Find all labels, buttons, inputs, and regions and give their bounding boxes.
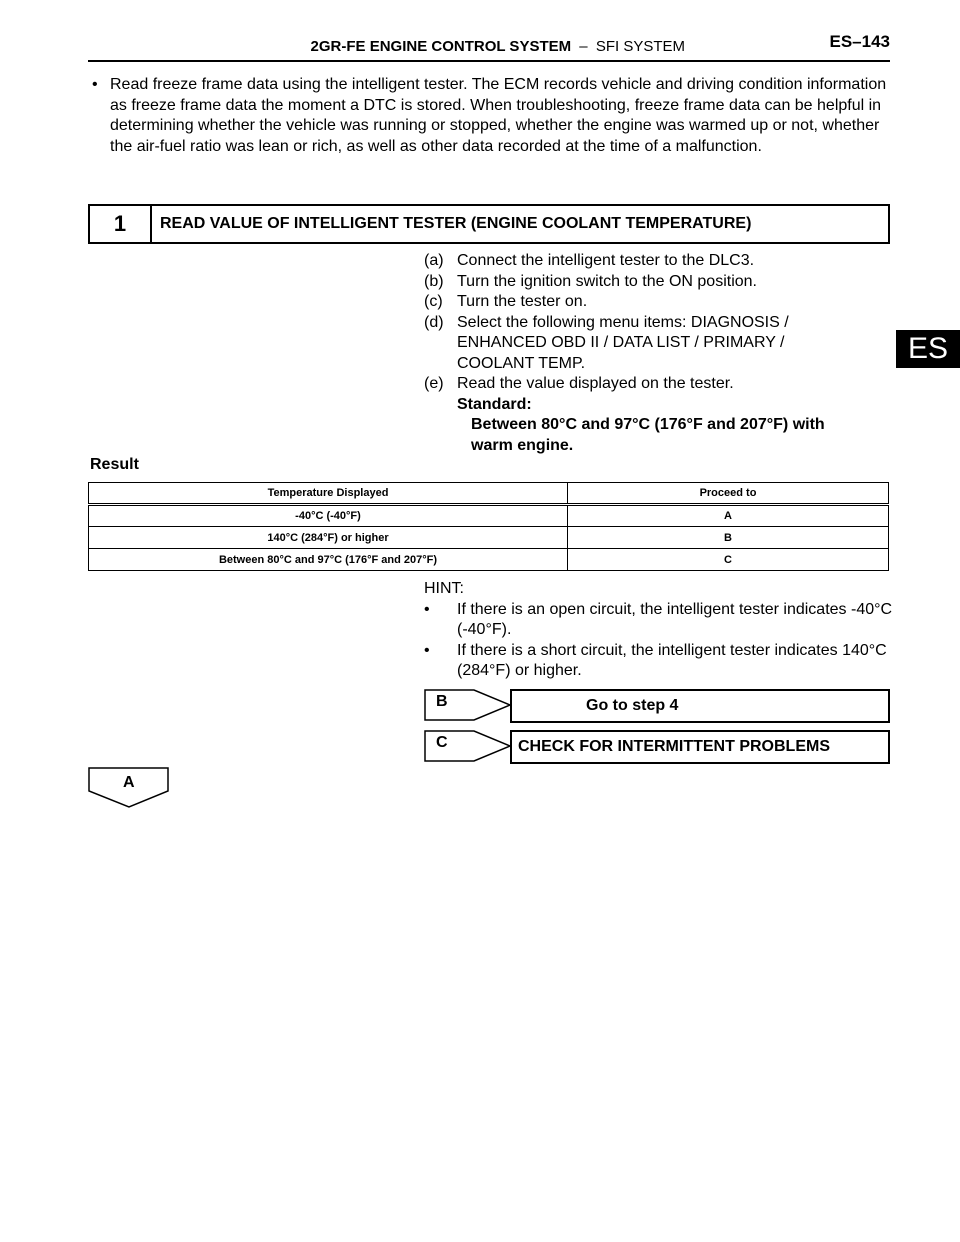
flow-box-b: Go to step 4 <box>510 689 890 723</box>
bullet-icon: • <box>424 600 430 618</box>
hint-bullet <box>424 600 894 641</box>
step-header <box>88 204 890 244</box>
hint-block <box>424 579 894 682</box>
procedure-list <box>424 251 894 456</box>
page-header-title <box>0 38 685 55</box>
table-row <box>89 505 889 527</box>
hint-label: HINT: <box>424 580 464 597</box>
table-row <box>89 549 889 571</box>
procedure-item <box>424 313 894 375</box>
table-header-row <box>89 483 889 505</box>
result-label: Result <box>90 456 139 473</box>
standard-label: Standard: <box>457 395 532 413</box>
hint-bullet <box>424 641 894 682</box>
flow-tab-b: B <box>436 693 448 710</box>
procedure-label: (a) <box>424 252 444 269</box>
procedure-text: Connect the intelligent tester to the DLC3. <box>457 252 755 269</box>
procedure-text: Select the following menu items: DIAGNOSIS / ENHANCED OBD II / DATA LIST / PRIMARY / COOLANT TEMP. <box>457 313 789 372</box>
procedure-text: Read the value displayed on the tester. <box>457 375 734 392</box>
standard-value: Between 80°C and 97°C (176°F and 207°F) with warm engine. <box>471 416 825 454</box>
header-separator: – <box>579 38 588 55</box>
header-system-name: 2GR-FE ENGINE CONTROL SYSTEM <box>310 38 572 55</box>
procedure-label: (b) <box>424 272 444 290</box>
hint-text: If there is a short circuit, the intelligent tester indicates 140°C (284°F) or higher. <box>457 641 887 679</box>
flow-box-c: CHECK FOR INTERMITTENT PROBLEMS <box>510 730 890 764</box>
header-subsystem: SFI SYSTEM <box>595 38 685 55</box>
table-cell: -40°C (-40°F) <box>89 505 568 527</box>
procedure-item <box>424 292 894 313</box>
page-code: ES–143 <box>829 32 890 51</box>
intro-paragraph <box>92 75 892 157</box>
step-title: READ VALUE OF INTELLIGENT TESTER (ENGINE COOLANT TEMPERATURE) <box>160 215 752 232</box>
result-table <box>88 482 889 571</box>
procedure-text: Turn the tester on. <box>457 293 588 310</box>
bullet-icon: • <box>424 641 430 659</box>
section-tab: ES <box>896 330 960 368</box>
procedure-label: (c) <box>424 293 443 310</box>
bullet-icon: • <box>92 76 98 93</box>
intro-text: Read freeze frame data using the intelligent tester. The ECM records vehicle and driving condition information as freeze frame data the moment a DTC is stored. When troubleshooting, freeze frame data can be helpful in determining whether the vehicle was running or stopped, whether the engine was warmed up or not, whether the air-fuel ratio was lean or rich, as well as other data recorded at the time of a malfunction. <box>110 76 887 155</box>
table-cell: A <box>568 505 889 527</box>
header-rule <box>88 60 890 62</box>
procedure-text: Turn the ignition switch to the ON position. <box>457 272 757 290</box>
table-row <box>89 527 889 549</box>
flow-tab-c: C <box>436 734 448 751</box>
step-number: 1 <box>90 206 152 242</box>
hint-text: If there is an open circuit, the intelligent tester indicates -40°C (-40°F). <box>457 600 893 638</box>
procedure-label: (d) <box>424 313 444 331</box>
table-header-cell: Proceed to <box>568 483 889 505</box>
table-cell: Between 80°C and 97°C (176°F and 207°F) <box>89 549 568 571</box>
procedure-item <box>424 251 894 272</box>
procedure-label: (e) <box>424 375 444 392</box>
table-cell: 140°C (284°F) or higher <box>89 527 568 549</box>
table-cell: B <box>568 527 889 549</box>
procedure-item <box>424 272 894 293</box>
flow-tab-a: A <box>123 774 135 791</box>
table-cell: C <box>568 549 889 571</box>
procedure-item <box>424 374 894 456</box>
table-header-cell: Temperature Displayed <box>89 483 568 505</box>
